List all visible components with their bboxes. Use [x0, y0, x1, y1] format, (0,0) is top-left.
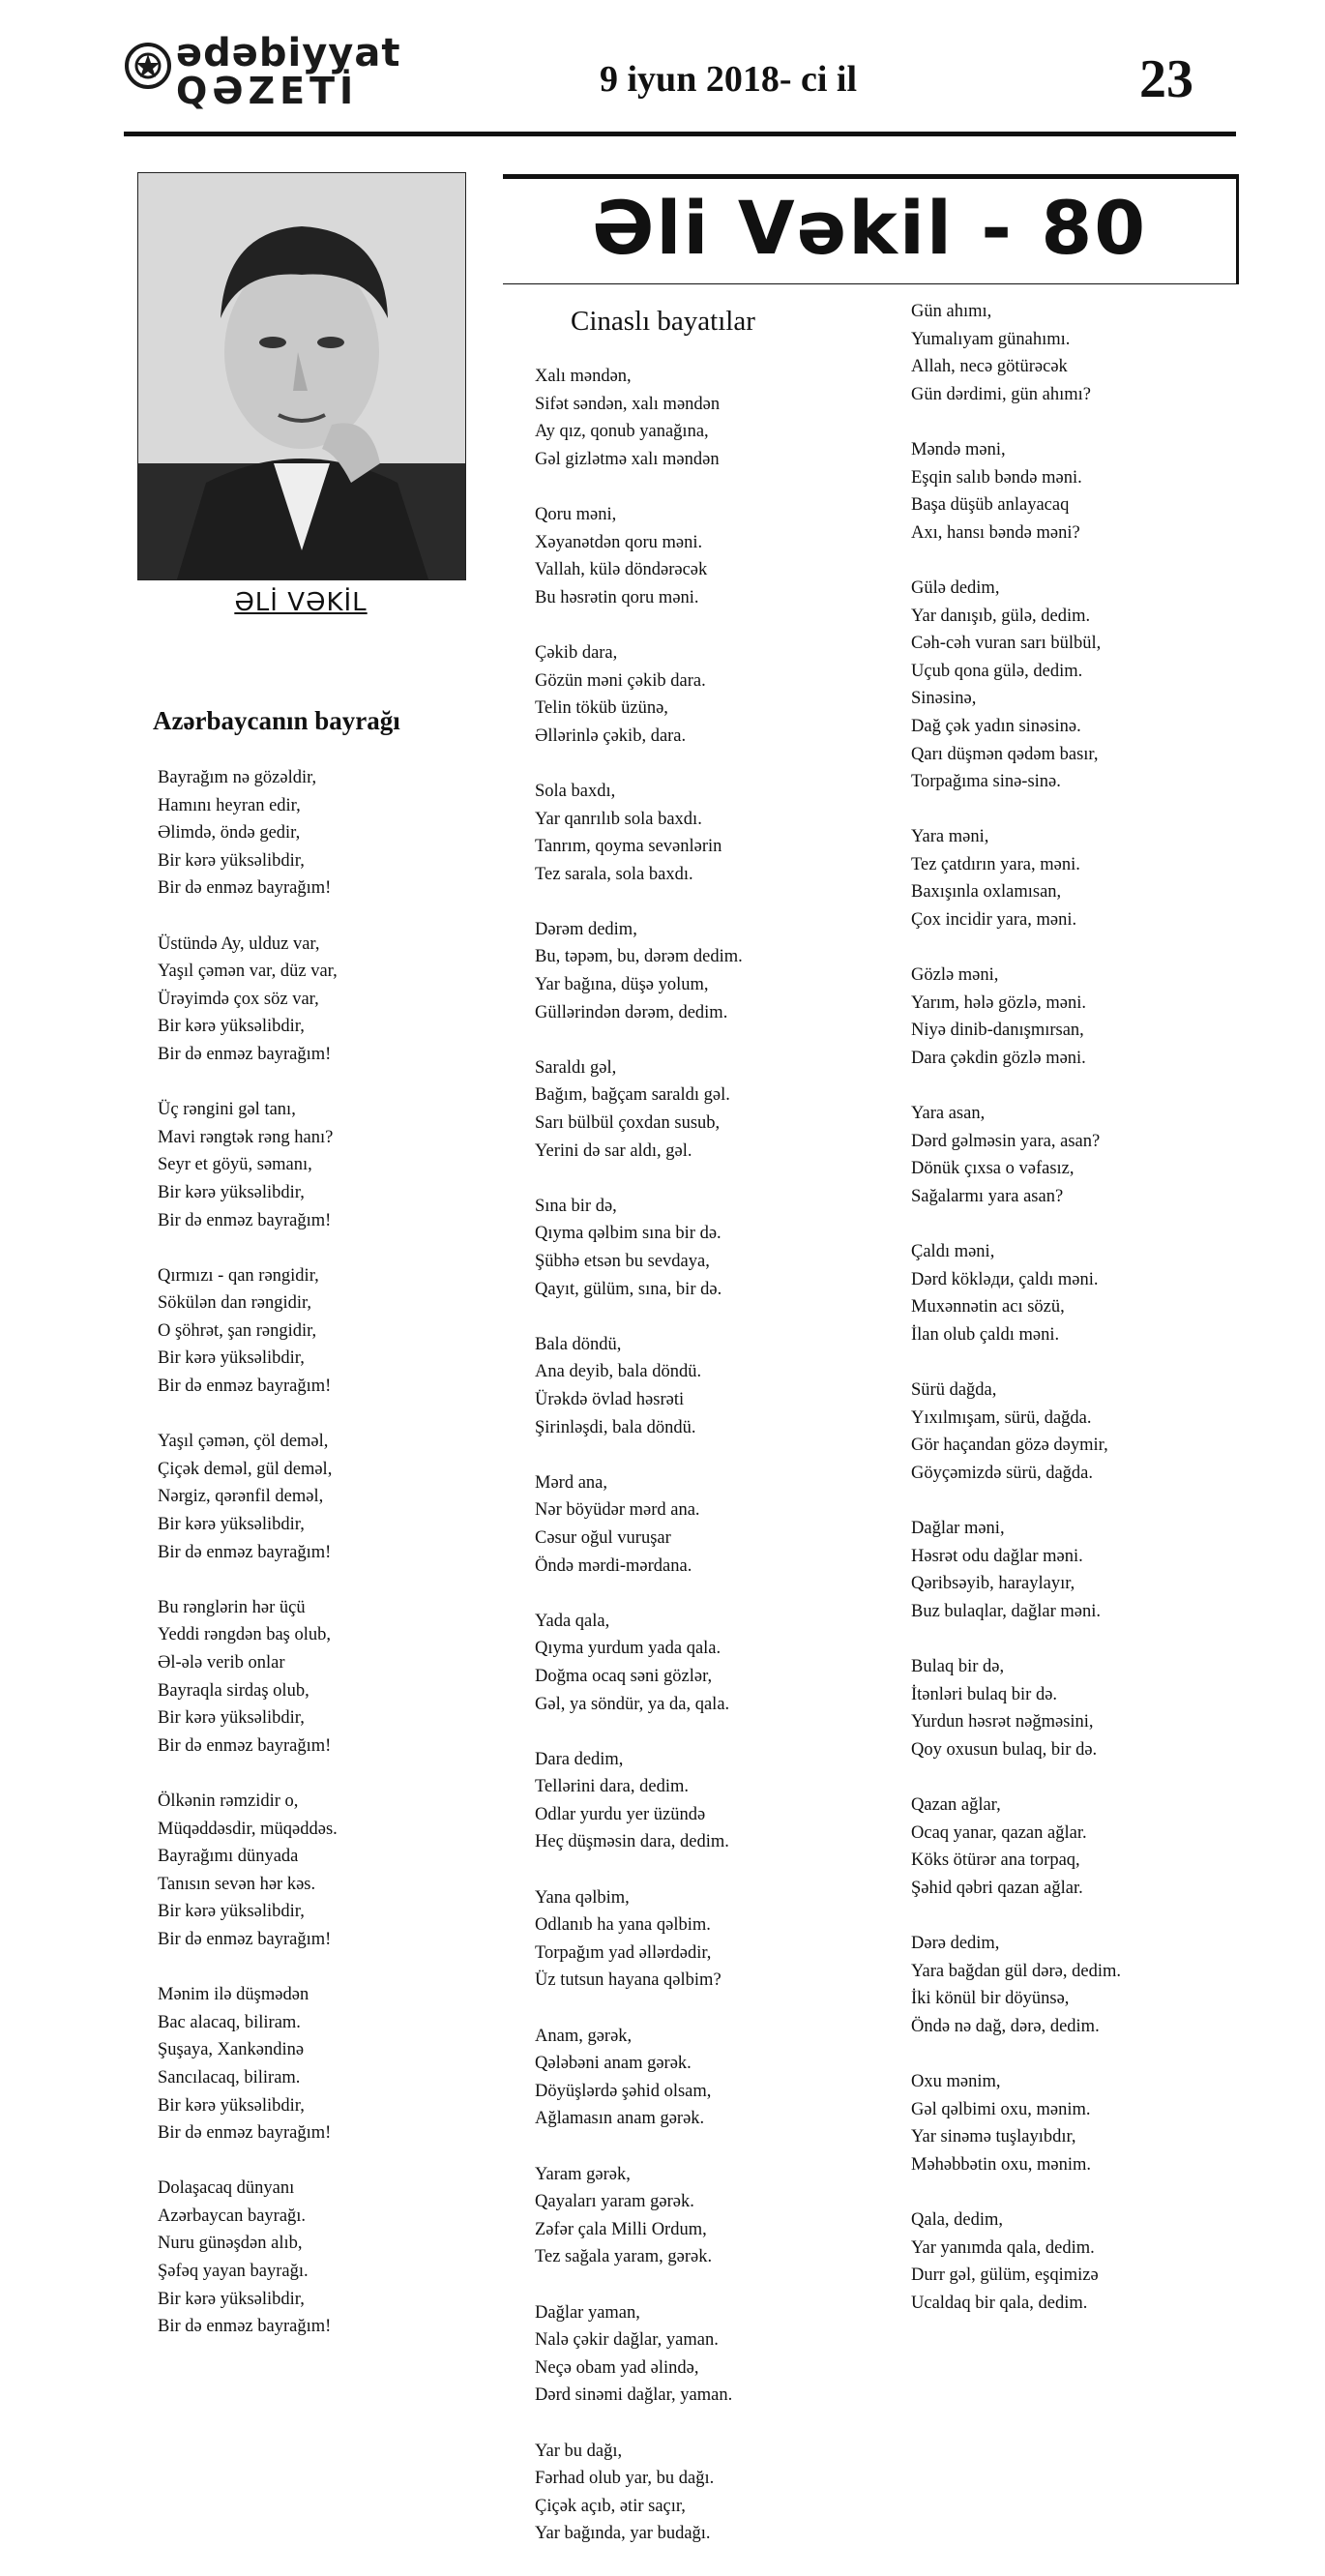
poem-line: Mərd ana,	[535, 1472, 607, 1493]
poem-line: Şuşaya, Xankəndinə	[158, 2040, 305, 2060]
poem-line: Qoru məni,	[535, 504, 617, 524]
poem-line: Qarı düşmən qədəm basır,	[911, 744, 1099, 764]
headline: Əli Vəkil - 80	[591, 185, 1148, 271]
stanza	[535, 1469, 743, 1580]
poem-line: Yumalıyam günahımı.	[911, 329, 1071, 349]
poem-line: Qala, dedim,	[911, 2209, 1004, 2230]
stanza	[535, 1746, 743, 1856]
poem-line: Saraldı gəl,	[535, 1057, 617, 1078]
poem-line: Üz tutsun hayana qəlbim?	[535, 1970, 721, 1991]
author-portrait	[137, 172, 466, 580]
poem-line: Yar sinəmə tuşlayıbdır,	[911, 2127, 1076, 2147]
poem-line: Dərd gəlməsin yara, asan?	[911, 1131, 1101, 1151]
stanza	[158, 1788, 338, 1954]
poem-line: Başa düşüb anlayacaq	[911, 495, 1070, 516]
poem-line: Çiçək açıb, ətir saçır,	[535, 2496, 686, 2516]
poem-line: Bir də enməz bayrağım!	[158, 1210, 332, 1230]
poem-line: Dərd kökləди, çaldı məni.	[911, 1269, 1099, 1289]
poem-line: Qəribsəyib, haraylayır,	[911, 1574, 1075, 1594]
poem-line: Bac alacaq, biliram.	[158, 2012, 301, 2032]
poem-line: Şəfəq yayan bayrağı.	[158, 2262, 309, 2282]
poem-line: Sarı bülbül çoxdan susub,	[535, 1113, 721, 1134]
masthead	[124, 31, 1236, 139]
poem-line: Bir də enməz bayrağım!	[158, 1377, 332, 1397]
masthead-divider	[124, 132, 1236, 136]
stanza	[911, 298, 1121, 408]
newspaper-logo	[124, 31, 414, 118]
stanza	[535, 2299, 743, 2410]
stanza	[911, 575, 1121, 796]
poem-line: Göyçəmizdə sürü, dağda.	[911, 1463, 1094, 1483]
poem-line: Xəyanətdən qoru məni.	[535, 532, 703, 552]
poem-line: Qayaları yaram gərək.	[535, 2192, 694, 2212]
poem-line: Çiçək deməl, gül deməl,	[158, 1459, 333, 1479]
poem-line: Tez sağala yaram, gərək.	[535, 2247, 713, 2267]
stanza	[535, 363, 743, 473]
poem-line: Bir kərə yüksəlibdir,	[158, 1902, 305, 1922]
poem-line: Torpağıma sinə-sinə.	[911, 772, 1061, 792]
poem-line: Bir də enməz bayrağım!	[158, 2123, 332, 2144]
poem-line: Bu rənglərin hər üçü	[158, 1597, 306, 1617]
stanza	[535, 778, 743, 888]
stanza	[535, 2023, 743, 2133]
poem-line: Bir kərə yüksəlibdir,	[158, 1708, 305, 1729]
poem-line: Baxışınla oxlamısan,	[911, 882, 1062, 903]
poem-line: Axı, hansı bəndə məni?	[911, 522, 1080, 543]
right-poem-body	[911, 298, 1121, 2345]
poem-line: Neçə obam yad əlində,	[535, 2357, 699, 2378]
poem-line: Durr gəl, gülüm, eşqimizə	[911, 2265, 1099, 2286]
poem-line: Qırmızı - qan rəngidir,	[158, 1265, 319, 1286]
poem-line: Torpağım yad əllərdədir,	[535, 1942, 712, 1963]
poem-line: Sökülən dan rəngidir,	[158, 1293, 312, 1314]
poem-line: Eşqin salıb bəndə məni.	[911, 467, 1082, 488]
poem-line: Cəsur oğul vuruşar	[535, 1527, 671, 1548]
poem-line: O şöhrət, şan rəngidir,	[158, 1320, 317, 1341]
logo-line-2: QƏZETİ	[176, 70, 359, 112]
poem-line: Dağ çək yadın sinəsinə.	[911, 716, 1081, 736]
poem-line: Dara çəkdin gözlə məni.	[911, 1049, 1086, 1069]
poem-line: Qıyma yurdum yada qala.	[535, 1639, 721, 1659]
poem-line: Cəh-cəh vuran sarı bülbül,	[911, 634, 1102, 654]
poem-line: Məndə məni,	[911, 439, 1006, 459]
poem-line: Ay qız, qonub yanağına,	[535, 422, 709, 442]
poem-line: Bir də enməz bayrağım!	[158, 2317, 332, 2337]
stanza	[158, 1594, 338, 1761]
poem-line: Sola baxdı,	[535, 781, 616, 801]
poem-line: Dağlar yaman,	[535, 2302, 640, 2323]
poem-line: Tez saralа, sola baxdı.	[535, 864, 693, 884]
poem-line: Yarım, hələ gözlə, məni.	[911, 992, 1087, 1013]
poem-line: Gəl, ya söndür, ya da, qala.	[535, 1694, 730, 1714]
poem-line: Bir də enməz bayrağım!	[158, 1044, 332, 1064]
author-photo-image	[138, 173, 465, 579]
poem-line: Gün dərdimi, gün ahımı?	[911, 384, 1091, 404]
stanza	[911, 1100, 1121, 1210]
poem-line: Bir kərə yüksəlibdir,	[158, 850, 305, 871]
poem-line: Bir də enməz bayrağım!	[158, 1929, 332, 1949]
poem-line: Yara bağdan gül dərə, dedim.	[911, 1961, 1121, 1981]
poem-line: Gəl qəlbimi oxu, mənim.	[911, 2099, 1091, 2119]
stanza	[535, 1054, 743, 1165]
poem-line: Vallah, külə döndərəcək	[535, 560, 708, 580]
poem-line: Öndə mərdi-mərdana.	[535, 1555, 692, 1576]
poem-line: Bulaq bir də,	[911, 1657, 1005, 1677]
stanza	[535, 639, 743, 750]
poem-line: Anam, gərək,	[535, 2026, 633, 2046]
stanza	[911, 823, 1121, 933]
poem-line: Sına bir də,	[535, 1196, 617, 1216]
stanza	[535, 1331, 743, 1441]
poem-line: Şəhid qəbri qazan ağlar.	[911, 1878, 1083, 1898]
poem-line: Bir kərə yüksəlibdir,	[158, 1017, 305, 1037]
poem-line: Ucaldaq bir qala, dedim.	[911, 2293, 1088, 2313]
stanza	[535, 1608, 743, 1718]
poem-line: Nalə çəkir dağlar, yaman.	[535, 2330, 719, 2351]
poem-line: Bir də enməz bayrağım!	[158, 878, 332, 899]
poem-line: Şirinləşdi, bala döndü.	[535, 1417, 696, 1437]
poem-line: Azərbaycan bayrağı.	[158, 2206, 307, 2226]
poem-line: Bir də enməz bayrağım!	[158, 1542, 332, 1562]
poem-line: Şübhə etsən bu sevdaya,	[535, 1252, 710, 1271]
stanza	[911, 2068, 1121, 2178]
stanza	[158, 1428, 338, 1566]
poem-line: Niyə dinib-danışmırsan,	[911, 1021, 1084, 1041]
poem-line: Yurdun həsrət nəğməsini,	[911, 1712, 1094, 1732]
poem-line: Yara məni,	[911, 827, 989, 847]
poem-line: İlan olub çaldı məni.	[911, 1324, 1060, 1345]
poem-line: Yara asan,	[911, 1104, 986, 1124]
poem-line: Zəfər çala Milli Ordum,	[535, 2219, 707, 2239]
poem-line: Ana deyib, bala döndü.	[535, 1362, 702, 1382]
poem-line: Tellərini dara, dedim.	[535, 1777, 689, 1797]
poem-line: Yaram gərək,	[535, 2164, 631, 2184]
poem-line: Hamını heyran edir,	[158, 795, 301, 815]
poem-line: Doğma ocaq səni gözlər,	[535, 1666, 713, 1686]
poem-line: Bir kərə yüksəlibdir,	[158, 1182, 305, 1202]
poem-line: Yar bağına, düşə yolum,	[535, 975, 709, 995]
stanza	[158, 2175, 338, 2341]
poem-line: Nuru günəşdən alıb,	[158, 2234, 303, 2254]
poem-line: Dolaşacaq dünyanı	[158, 2178, 295, 2199]
poem-line: Bayraqla sirdaş olub,	[158, 1680, 309, 1701]
poem-line: Odlanıb ha yana qəlbim.	[535, 1915, 711, 1936]
stanza	[158, 1981, 338, 2147]
poem-line: Oxu mənim,	[911, 2072, 1001, 2091]
poem-line: Bala döndü,	[535, 1334, 622, 1354]
poem-line: Yar yanımda qala, dedim.	[911, 2237, 1095, 2258]
poem-line: Əl-ələ verib onlar	[158, 1653, 285, 1673]
stanza	[535, 1193, 743, 1303]
stanza	[911, 436, 1121, 547]
poem-line: Ölkənin rəmzidir o,	[158, 1791, 299, 1811]
stanza	[911, 1791, 1121, 1902]
stanza	[535, 501, 743, 611]
issue-date: 9 iyun 2018- ci il	[600, 59, 858, 100]
poem-line: Gör haçandan gözə dəymir,	[911, 1436, 1108, 1456]
poem-line: Bir kərə yüksəlibdir,	[158, 2289, 305, 2309]
poem-line: Gün ahımı,	[911, 302, 992, 321]
poem-line: Bir kərə yüksəlibdir,	[158, 1515, 305, 1535]
poem-line: İtənləri bulaq bir də.	[911, 1684, 1058, 1704]
headline-box	[503, 174, 1239, 284]
stanza	[535, 1884, 743, 1995]
poem-line: Bir kərə yüksəlibdir,	[158, 1348, 305, 1369]
poem-line: Köks ötürər ana torpaq,	[911, 1851, 1080, 1871]
poem-line: Bağım, bağçam saraldı gəl.	[535, 1085, 730, 1106]
poem-line: Fərhad olub yar, bu dağı.	[535, 2469, 715, 2489]
poem-line: Qələbəni anam gərək.	[535, 2054, 692, 2074]
stanza	[535, 2438, 743, 2548]
stanza	[158, 1262, 338, 1401]
portrait-caption: ƏLİ VƏKİL	[234, 588, 368, 617]
stanza	[911, 1653, 1121, 1763]
poem-line: Dönük çıxsa o vəfasız,	[911, 1159, 1075, 1179]
poem-line: Ürəkdə övlad həsrəti	[535, 1389, 685, 1409]
poem-line: Sancılacaq, biliram.	[158, 2067, 301, 2087]
poem-line: Yar bu dağı,	[535, 2441, 623, 2461]
poem-line: Yerini də sar aldı, gəl.	[535, 1140, 692, 1161]
middle-poem-title: Cinaslı bayatılar	[571, 306, 755, 337]
poem-line: Uçub qona gülə, dedim.	[911, 661, 1083, 681]
poem-line: Gözün məni çəkib dara.	[535, 670, 706, 691]
poem-line: Allah, necə götürəcək	[911, 357, 1068, 377]
poem-line: İki könül bir döyünsə,	[911, 1989, 1070, 2009]
poem-line: Seyr et göyü, səmanı,	[158, 1155, 312, 1175]
stanza	[911, 1238, 1121, 1348]
poem-line: Dara dedim,	[535, 1749, 624, 1769]
poem-line: Yaşıl çəmən, çöl deməl,	[158, 1432, 329, 1452]
stanza	[158, 931, 338, 1069]
poem-line: Odlar yurdu yer üzündə	[535, 1804, 706, 1824]
poem-line: Xalı məndən,	[535, 367, 632, 386]
poem-line: Yar qanrılıb sola baxdı.	[535, 809, 702, 829]
poem-line: Ağlamasın anam gərək.	[535, 2109, 705, 2129]
stanza	[911, 1930, 1121, 2040]
poem-line: Nər böyüdər mərd ana.	[535, 1500, 700, 1521]
poem-line: Çaldı məni,	[911, 1242, 995, 1262]
poem-line: Tanrım, qoyma sevənlərin	[535, 837, 722, 857]
poem-line: Bir də enməz bayrağım!	[158, 1735, 332, 1756]
stanza	[158, 1096, 338, 1234]
poem-line: Dərəm dedim,	[535, 919, 637, 939]
poem-line: Gəl gizlətmə xalı məndən	[535, 449, 720, 469]
poem-line: Heç düşməsin dara, dedim.	[535, 1832, 729, 1852]
stanza	[535, 916, 743, 1026]
poem-line: Tanısın sevən hər kəs.	[158, 1874, 316, 1894]
poem-line: Gülə dedim,	[911, 577, 1000, 598]
poem-line: Çəkib dara,	[535, 642, 618, 663]
poem-line: Qıyma qəlbim sına bir də.	[535, 1224, 721, 1244]
poem-line: Yıxılmışam, sürü, dağda.	[911, 1407, 1092, 1428]
poem-line: Bir kərə yüksəlibdir,	[158, 2095, 305, 2116]
poem-line: Telin töküb üzünə,	[535, 698, 668, 719]
poem-line: Dərə dedim,	[911, 1934, 1000, 1954]
poem-line: Bu, təpəm, bu, dərəm dedim.	[535, 947, 743, 967]
stanza	[911, 2206, 1121, 2317]
poem-line: Muxənnətin acı sözü,	[911, 1297, 1065, 1318]
poem-line: Sinəsinə,	[911, 689, 977, 709]
poem-line: Əllərinlə çəkib, dara.	[535, 725, 687, 746]
poem-line: Yana qəlbim,	[535, 1887, 630, 1908]
poem-line: Yeddi rəngdən baş olub,	[158, 1625, 331, 1645]
poem-line: Güllərindən dərəm, dedim.	[535, 1002, 728, 1022]
poem-line: Bu həsrətin qoru məni.	[535, 587, 699, 607]
poem-line: Üç rəngini gəl tanı,	[158, 1100, 296, 1120]
stanza	[911, 1377, 1121, 1487]
poem-line: Qoy oxusun bulaq, bir də.	[911, 1739, 1098, 1760]
poem-line: Müqəddəsdir, müqəddəs.	[158, 1819, 338, 1839]
poem-line: Yar bağında, yar budağı.	[535, 2524, 711, 2544]
poem-line: Döyüşlərdə şəhid olsam,	[535, 2081, 712, 2101]
poem-line: Nərgiz, qərənfil deməl,	[158, 1487, 324, 1507]
poem-line: Sağalarmı yara asan?	[911, 1187, 1064, 1206]
poem-line: Dağlar məni,	[911, 1519, 1005, 1539]
poem-line: Qayıt, gülüm, sına, bir də.	[535, 1279, 722, 1299]
poem-line: Bayrağım nə gözəldir,	[158, 768, 317, 787]
poem-line: Sürü dağda,	[911, 1380, 997, 1401]
poem-line: Çox incidir yara, məni.	[911, 910, 1077, 931]
page-number: 23	[1139, 49, 1193, 109]
poem-line: Həsrət odu dağlar məni.	[911, 1546, 1083, 1566]
poem-line: Yaşıl çəmən var, düz var,	[158, 962, 338, 982]
stanza	[911, 962, 1121, 1072]
left-poem-body	[158, 764, 338, 2368]
left-poem-title: Azərbaycanın bayrağı	[153, 706, 400, 735]
poem-line: Məhəbbətin oxu, mənim.	[911, 2154, 1091, 2175]
emblem-icon	[124, 37, 172, 95]
poem-line: Qazan ağlar,	[911, 1795, 1001, 1816]
stanza	[535, 2161, 743, 2271]
middle-poem-body	[535, 363, 743, 2576]
poem-line: Yada qala,	[535, 1611, 610, 1631]
poem-line: Yar danışıb, gülə, dedim.	[911, 606, 1091, 626]
poem-line: Üstündə Ay, ulduz var,	[158, 933, 320, 954]
poem-line: Ürəyimdə çox söz var,	[158, 989, 319, 1009]
poem-line: Gözlə məni,	[911, 965, 999, 986]
poem-line: Əlimdə, öndə gedir,	[158, 823, 301, 844]
poem-line: Tez çatdırın yara, məni.	[911, 854, 1080, 874]
poem-line: Öndə nə dağ, dərə, dedim.	[911, 2016, 1100, 2036]
poem-line: Buz bulaqlar, dağlar məni.	[911, 1601, 1102, 1621]
poem-line: Mavi rəngtək rəng hanı?	[158, 1127, 334, 1147]
poem-line: Ocaq yanar, qazan ağlar.	[911, 1822, 1087, 1843]
poem-line: Dərd sinəmi dağlar, yaman.	[535, 2385, 733, 2406]
poem-line: Sifət səndən, xalı məndən	[535, 394, 721, 414]
logo-line-1: ədəbiyyat	[176, 31, 401, 75]
stanza	[911, 1515, 1121, 1625]
poem-line: Bayrağımı dünyada	[158, 1847, 299, 1867]
stanza	[158, 764, 338, 903]
poem-line: Mənim ilə düşmədən	[158, 1985, 309, 2005]
